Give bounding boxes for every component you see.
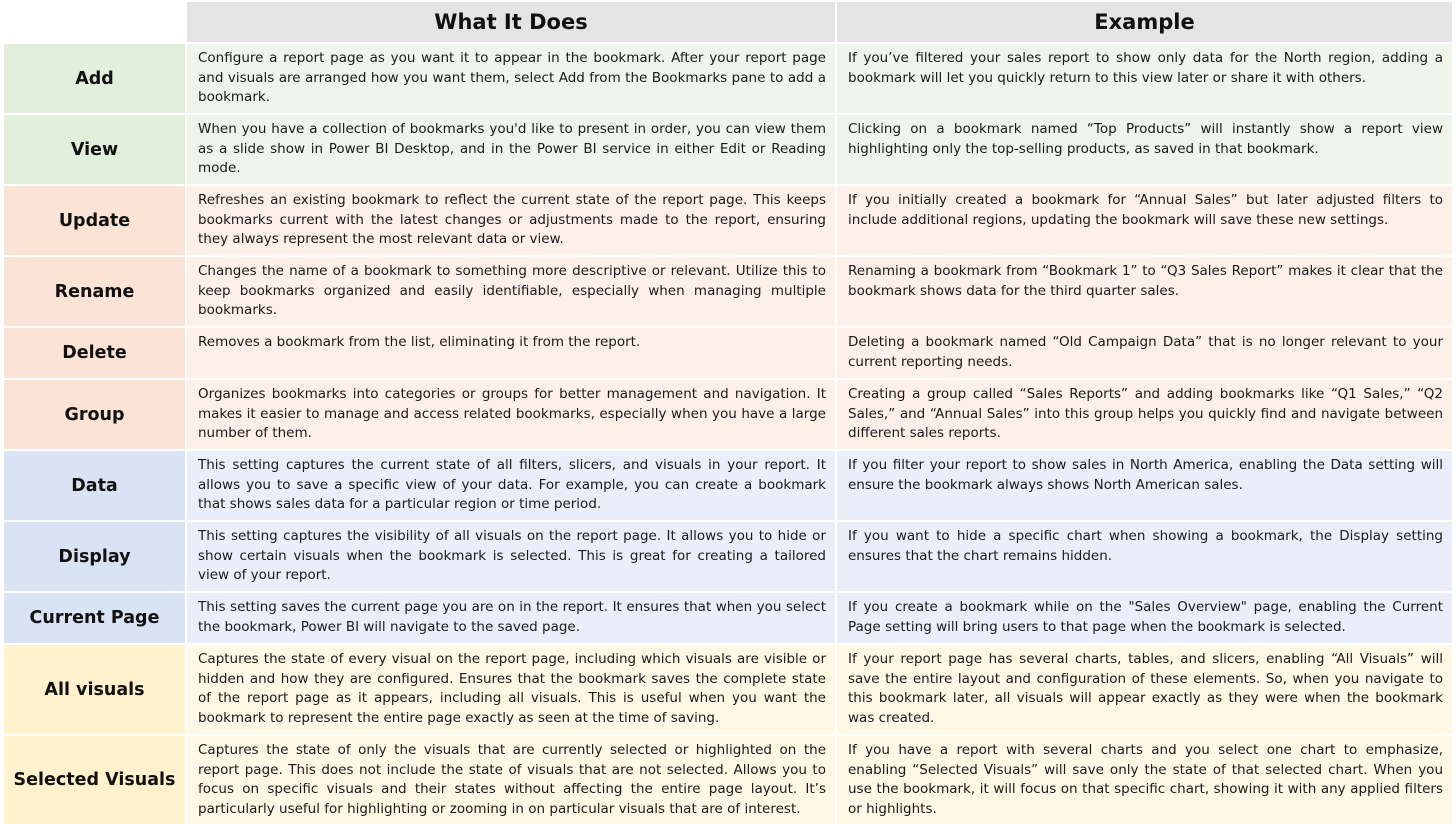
row-example-update: If you initially created a bookmark for “Annual Sales” but later adjusted filters to include additional regions, updating the bookmark will save these new settings. — [837, 186, 1452, 255]
row-example-display: If you want to hide a specific chart when showing a bookmark, the Display setting ensures that the chart remains hidden. — [837, 522, 1452, 591]
row-example-current-page: If you create a bookmark while on the "Sales Overview" page, enabling the Current Page setting will bring users to that page when the bookmark is selected. — [837, 593, 1452, 643]
row-description-all-visuals: Captures the state of every visual on the report page, including which visuals are visible or hidden and how they are configured. Ensures that the bookmark saves the complete state of the report page as it appears, including all visuals. This is useful when you want the bookmark to represent the entire page exactly as seen at the time of saving. — [187, 645, 835, 734]
column-header-what-it-does: What It Does — [187, 2, 835, 42]
row-example-data: If you filter your report to show sales in North America, enabling the Data setting will ensure the bookmark always shows North American sales. — [837, 451, 1452, 520]
row-example-add: If you’ve filtered your sales report to show only data for the North region, adding a bookmark will let you quickly return to this view later or share it with others. — [837, 44, 1452, 113]
row-label-group: Group — [4, 380, 185, 449]
row-label-data: Data — [4, 451, 185, 520]
row-example-all-visuals: If your report page has several charts, tables, and slicers, enabling “All Visuals” will save the entire layout and configuration of these elements. So, when you navigate to this bookmark later, all visuals will appear exactly as they were when the bookmark was created. — [837, 645, 1452, 734]
column-header-example: Example — [837, 2, 1452, 42]
row-example-delete: Deleting a bookmark named “Old Campaign Data” that is no longer relevant to your current reporting needs. — [837, 328, 1452, 378]
row-label-delete: Delete — [4, 328, 185, 378]
row-description-selected-visuals: Captures the state of only the visuals that are currently selected or highlighted on the report page. This does not include the state of visuals that are not selected. Allows you to focus on specific visuals and their states without affecting the entire page layout. It’s particularly useful for highlighting or zooming in on particular visuals that are of interest. — [187, 736, 835, 824]
row-example-rename: Renaming a bookmark from “Bookmark 1” to “Q3 Sales Report” makes it clear that the bookmark shows data for the third quarter sales. — [837, 257, 1452, 326]
row-description-rename: Changes the name of a bookmark to something more descriptive or relevant. Utilize this to keep bookmarks organized and easily identifiable, especially when managing multiple bookmarks. — [187, 257, 835, 326]
row-description-data: This setting captures the current state of all filters, slicers, and visuals in your report. It allows you to save a specific view of your data. For example, you can create a bookmark that shows sales data for a particular region or time period. — [187, 451, 835, 520]
row-label-add: Add — [4, 44, 185, 113]
row-description-group: Organizes bookmarks into categories or groups for better management and navigation. It makes it easier to manage and access related bookmarks, especially when you have a large number of them. — [187, 380, 835, 449]
row-label-view: View — [4, 115, 185, 184]
row-example-view: Clicking on a bookmark named “Top Products” will instantly show a report view highlighting only the top-selling products, as saved in that bookmark. — [837, 115, 1452, 184]
row-description-view: When you have a collection of bookmarks you'd like to present in order, you can view them as a slide show in Power BI Desktop, and in the Power BI service in either Edit or Reading mode. — [187, 115, 835, 184]
row-label-selected-visuals: Selected Visuals — [4, 736, 185, 824]
bookmark-features-table — [4, 2, 1452, 818]
row-label-all-visuals: All visuals — [4, 645, 185, 734]
row-label-current-page: Current Page — [4, 593, 185, 643]
row-label-display: Display — [4, 522, 185, 591]
row-label-rename: Rename — [4, 257, 185, 326]
row-example-selected-visuals: If you have a report with several charts and you select one chart to emphasize, enabling “Selected Visuals” will save only the state of that selected chart. When you use the bookmark, it will focus on that specific chart, showing it with any applied filters or highlights. — [837, 736, 1452, 824]
row-label-update: Update — [4, 186, 185, 255]
row-description-display: This setting captures the visibility of all visuals on the report page. It allows you to hide or show certain visuals when the bookmark is selected. This is great for creating a tailored view of your report. — [187, 522, 835, 591]
row-description-add: Configure a report page as you want it to appear in the bookmark. After your report page and visuals are arranged how you want them, select Add from the Bookmarks pane to add a bookmark. — [187, 44, 835, 113]
row-description-update: Refreshes an existing bookmark to reflect the current state of the report page. This keeps bookmarks current with the latest changes or adjustments made to the report, ensuring they always represent the most relevant data or view. — [187, 186, 835, 255]
row-description-current-page: This setting saves the current page you are on in the report. It ensures that when you select the bookmark, Power BI will navigate to the saved page. — [187, 593, 835, 643]
row-description-delete: Removes a bookmark from the list, eliminating it from the report. — [187, 328, 835, 378]
header-corner-cell — [4, 2, 185, 42]
row-example-group: Creating a group called “Sales Reports” and adding bookmarks like “Q1 Sales,” “Q2 Sales,” and “Annual Sales” into this group helps you quickly find and navigate between different sales reports. — [837, 380, 1452, 449]
